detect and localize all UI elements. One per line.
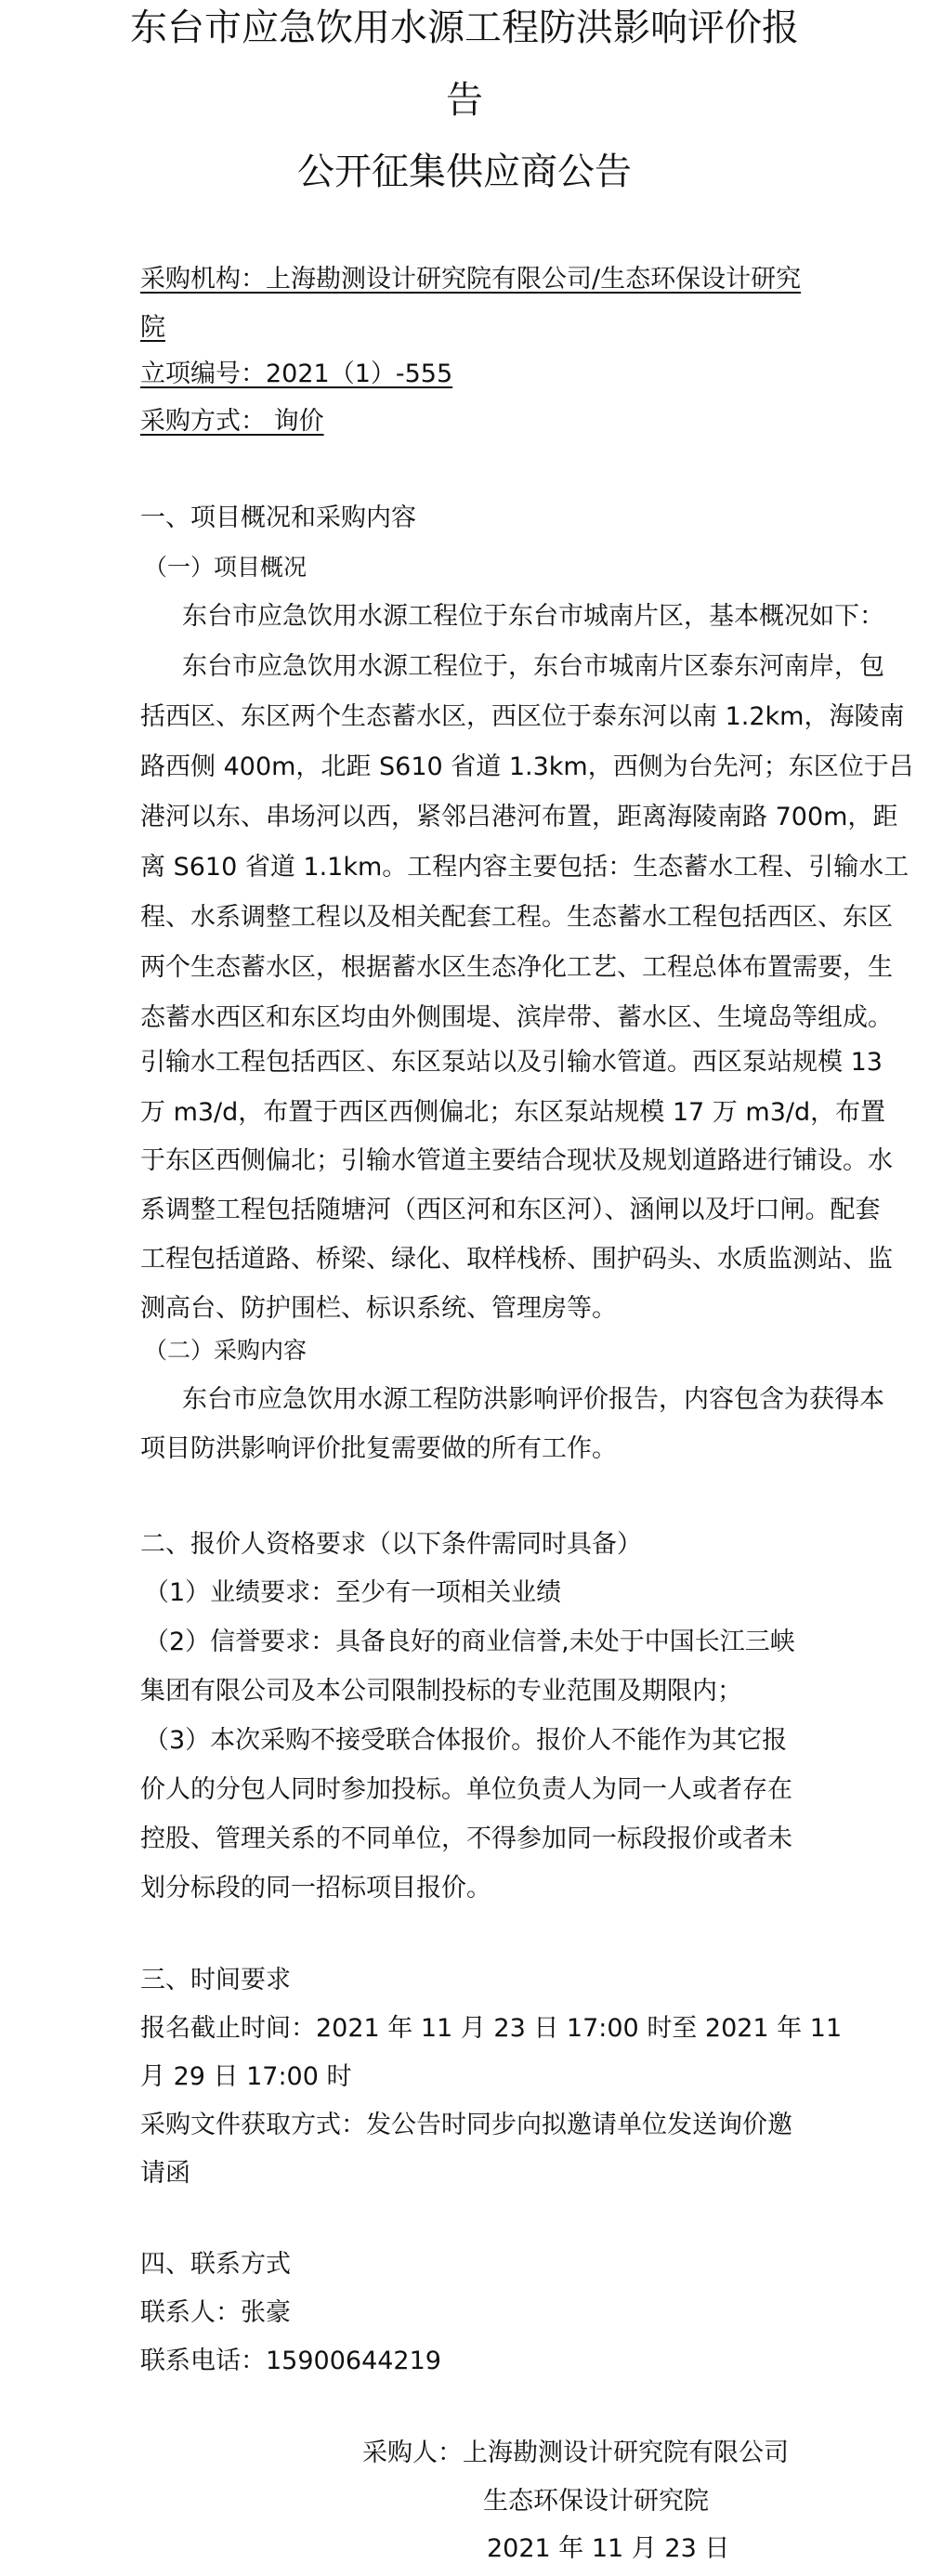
paragraph-line: 态蓄水西区和东区均由外侧围堤、滨岸带、蓄水区、生境岛等组成。 xyxy=(140,1003,893,1032)
paragraph-line: 离 S610 省道 1.1km。工程内容主要包括：生态蓄水工程、引输水工 xyxy=(140,853,909,882)
requirement-line: （2）信誉要求：具备良好的商业信誉,未处于中国长江三峡 xyxy=(144,1628,795,1656)
buyer-signature-line-2: 生态环保设计研究院 xyxy=(483,2487,709,2516)
contact-person: 联系人：张豪 xyxy=(140,2298,291,2327)
paragraph-intro: 东台市应急饮用水源工程位于东台市城南片区，基本概况如下： xyxy=(182,602,884,631)
paragraph-line: 万 m3/d，布置于西区西侧偏北；东区泵站规模 17 万 m3/d，布置 xyxy=(140,1098,886,1127)
paragraph-line: 引输水工程包括西区、东区泵站以及引输水管道。西区泵站规模 13 xyxy=(140,1048,883,1077)
agency-line-1: 采购机构：上海勘测设计研究院有限公司/生态环保设计研究 xyxy=(140,265,802,294)
agency-line-2: 院 xyxy=(140,313,165,342)
section-2-heading: 二、报价人资格要求（以下条件需同时具备） xyxy=(140,1530,642,1559)
doc-title-line-1: 东台市应急饮用水源工程防洪影响评价报 xyxy=(130,7,799,49)
doc-title-line-3: 公开征集供应商公告 xyxy=(297,150,632,193)
paragraph-line: 东台市应急饮用水源工程位于，东台市城南片区泰东河南岸，包 xyxy=(182,652,884,681)
paragraph-line: 两个生态蓄水区，根据蓄水区生态净化工艺、工程总体布置需要，生 xyxy=(140,953,893,982)
document-acquisition-line-2: 请函 xyxy=(140,2159,190,2188)
paragraph-line: 括西区、东区两个生态蓄水区，西区位于泰东河以南 1.2km，海陵南 xyxy=(140,702,905,731)
paragraph-line: 测高台、防护围栏、标识系统、管理房等。 xyxy=(140,1294,617,1323)
buyer-signature: 采购人：上海勘测设计研究院有限公司 xyxy=(362,2439,789,2467)
paragraph-line: 港河以东、串场河以西，紧邻吕港河布置，距离海陵南路 700m，距 xyxy=(140,803,898,831)
contact-phone: 联系电话：15900644219 xyxy=(140,2347,441,2375)
paragraph-line: 路西侧 400m，北距 S610 省道 1.3km，西侧为台先河；东区位于吕 xyxy=(140,752,914,781)
doc-title-line-2: 告 xyxy=(446,79,483,122)
paragraph-line: 于东区西侧偏北；引输水管道主要结合现状及规划道路进行铺设。水 xyxy=(140,1146,893,1175)
requirement-line: （3）本次采购不接受联合体报价。报价人不能作为其它报 xyxy=(144,1726,788,1755)
paragraph-line: 程、水系调整工程以及相关配套工程。生态蓄水工程包括西区、东区 xyxy=(140,903,893,932)
requirement-line: 划分标段的同一招标项目报价。 xyxy=(140,1874,491,1903)
deadline-line-2: 月 29 日 17:00 时 xyxy=(140,2062,352,2091)
deadline-line-1: 报名截止时间：2021 年 11 月 23 日 17:00 时至 2021 年 11 xyxy=(140,2014,843,2043)
requirement-line: 控股、管理关系的不同单位，不得参加同一标段报价或者未 xyxy=(140,1824,792,1853)
section-4-heading: 四、联系方式 xyxy=(140,2250,291,2279)
section-3-heading: 三、时间要求 xyxy=(140,1966,291,1994)
document-acquisition-line-1: 采购文件获取方式：发公告时同步向拟邀请单位发送询价邀 xyxy=(140,2111,792,2139)
signature-date: 2021 年 11 月 23 日 xyxy=(487,2534,730,2563)
section-1-heading: 一、项目概况和采购内容 xyxy=(140,503,416,532)
paragraph-line: 工程包括道路、桥梁、绿化、取样栈桥、围护码头、水质监测站、监 xyxy=(140,1245,893,1274)
requirement-line: 价人的分包人同时参加投标。单位负责人为同一人或者存在 xyxy=(140,1775,792,1804)
requirement-line: 集团有限公司及本公司限制投标的专业范围及期限内； xyxy=(140,1677,742,1706)
procurement-method: 采购方式： 询价 xyxy=(140,407,324,436)
paragraph-line: 东台市应急饮用水源工程防洪影响评价报告，内容包含为获得本 xyxy=(182,1385,884,1414)
subsection-2-heading: （二）采购内容 xyxy=(144,1337,307,1364)
requirement-line: （1）业绩要求：至少有一项相关业绩 xyxy=(144,1578,562,1607)
paragraph-line: 项目防洪影响评价批复需要做的所有工作。 xyxy=(140,1434,617,1463)
subsection-1-heading: （一）项目概况 xyxy=(144,554,307,581)
paragraph-line: 系调整工程包括随塘河（西区河和东区河）、涵闸以及圩口闸。配套 xyxy=(140,1196,881,1224)
project-number: 立项编号：2021（1）-555 xyxy=(140,360,453,388)
